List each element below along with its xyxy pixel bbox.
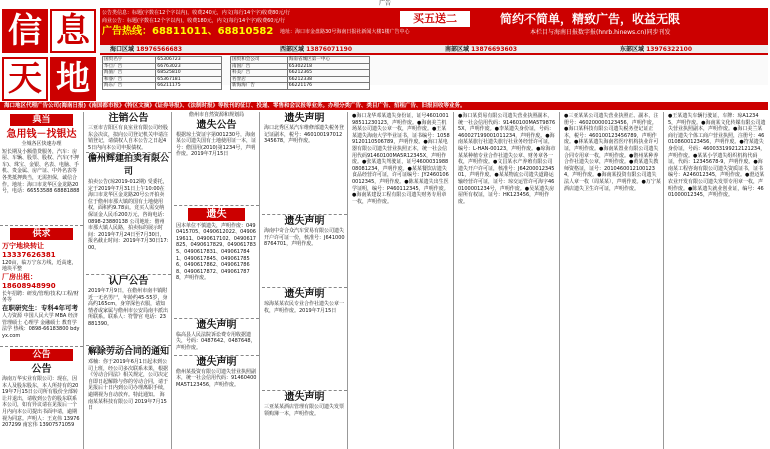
column-8: ●王某遗失车辆行驶证，车牌：琼A12345，声明作废。●海南某文化传媒有限公司遗失营业执照副本，声明作废。●海口美兰某商行遗失个体工商户营业执照，注册号：460108600123456，声明作废。●符某遗失身份证，号码：460033199212121234，声明作废。●某某小学遗失组织机构代码证，代码：12345678-9，声明作废。●海南某工程咨询有限公司遗失资质证书，证书编号：A246012345，声明作废。●澄迈某农业开发有限公司遗失发票专用章一枚，声明作废。●陈某遗失就业创业证，编号：4601000012345，声明作废。 <box>668 113 766 199</box>
ad3-title: 厂房出租：18608948990 <box>2 272 56 290</box>
hotline: 广告热线：68811011、68810582 <box>102 26 274 37</box>
ad1-sub: 全城各区快速办理 <box>21 141 62 147</box>
logo-char-4: 地 <box>50 57 96 101</box>
ad5-body: 海南万华实业有限公司：现在，因本人及股东股东，本人所持有的2019年7月15日公司所有股份全部转让并退出，请收到公告的股东联系本公司，如有异议请在见报后一个月内向本公司提出书面申请，逾期视为同意。声明人：王克伟 13976207299 南宏伟 13907571059 <box>2 375 80 429</box>
station-4: 东部区域 13976322100 <box>620 46 693 53</box>
col4-body-4: 三亚某某酒店管理有限公司遗失发票领购簿一本，声明作废。 <box>264 404 345 417</box>
left-column <box>0 112 84 449</box>
col4-title-2: 遗失声明 <box>284 216 325 227</box>
col2-body-1: 三亚市吉阳区有良室业有限公司经股东会决议，拟向公司登记机关申请注销登记，请债权人自本公告之日起45日内向本公司申报债权。 <box>86 125 171 153</box>
col4-title-3: 遗失声明 <box>284 289 325 300</box>
col4-body-2: 海南中奇合众汽车贸易有限公司遗失开户许可证一份，核准号：J6410008764701，声明作废。 <box>262 228 347 288</box>
column-4 <box>262 112 348 449</box>
slogan: 简约不简单，精致广告，收益无限 <box>500 12 681 26</box>
ad4-title: 在职研究生：专科4年可考 <box>2 303 79 312</box>
station-3: 南部区域 13876693603 <box>445 46 518 53</box>
col2-title-2: 儋州辉建拍卖有限公司 <box>87 154 169 177</box>
col4-title-4: 遗失声明 <box>284 392 325 403</box>
agency-table-mid <box>230 56 370 90</box>
col3-body-2: 因本单位不慎遗失，声明作废：0490415705、0490612022、0490619611、0490617102、0490617825、0490617829、0490617835、0490617831、0490617841、0490617845、0490617856、0490617862、0490617868、0490617872、0490617878，声明作废。 <box>174 223 259 319</box>
station-2: 西部区域 13876071190 <box>280 46 353 53</box>
ad2-body: 120亩，临万宁东方线，近高速，地块平整 <box>2 259 77 273</box>
col4-body-3: 琼海某某农民专业合作社遗失公章一枚，声明作废。2019年7月15日 <box>262 301 347 391</box>
col3-body-3: 临高县人民法院诉讼费专用收据遗失，号码：0487642、0487648，声明作废。 <box>174 332 259 356</box>
promo-badge: 买五送二 <box>400 11 470 27</box>
table-row: 科美广告 66212365 <box>231 70 370 77</box>
col3-body-1: 根据琼土资证字第001230号，海南某公司遗失国有土地使用证一本，证号：儋国用(2010)第1234号，声明作废。2019年7月15日 <box>174 132 259 206</box>
agency-table-left <box>102 56 222 90</box>
col3-title-2: 遗失 <box>188 208 245 221</box>
col3-head: 儋州市自然资源和规划局 <box>188 112 244 118</box>
ad5-title: 公告 <box>31 363 52 375</box>
top-label: 广告 <box>378 0 391 7</box>
slogan-sub: 本栏目与海南日报数字报(hnrb.hinews.cn)同步刊发 <box>530 29 671 36</box>
col2-title-1: 注销公告 <box>108 113 149 124</box>
col4-body-1: 海口北秀区某汽车维修部遗失税务登记证副本，税号：460100197012345678，声明作废。 <box>262 125 347 215</box>
table-row: 国贸名宇 65306723 <box>103 57 222 64</box>
column-3 <box>174 112 260 449</box>
station-1: 海口区域 18976566683 <box>110 46 183 53</box>
table-row: 和睿广告 65367181 <box>103 76 222 83</box>
col3-title-1: 遗失公告 <box>196 119 237 131</box>
table-row: 新海海广告 66221176 <box>231 83 370 90</box>
table-row: 南国广告 65302218 <box>231 63 370 70</box>
table-row: 名誉店 66212338 <box>231 76 370 83</box>
section-dianwu: 典当 <box>10 114 73 126</box>
col2-title-4: 解除劳动合同的通知 <box>87 347 169 357</box>
col2-body-4: 邓楠：你于2019年6月1日起未到公司上班，经公司多次联系未果，根据《劳动合同法》相关规定，公司决定自即日起解除与你的劳动合同，请于见报后十日内到公司办理离职手续，逾期视为自动放弃。特此通知。 海南某某科技有限公司 2019年7月15日 <box>88 359 169 412</box>
col4-title-1: 遗失声明 <box>284 113 325 124</box>
logo-char-1: 信 <box>2 9 48 53</box>
stations-bar <box>100 45 768 54</box>
column-7: ●三亚某某公司遗失营业执照正、副本，注册号：460200000123456，声明作废。●海口某科技有限公司遗失税务登记证正本，税号：460100123456789，声明作废。●林某某遗失海南省医疗机构执业许可证，声明作废。●海南某置业有限公司遗失合同专用章一枚，声明作废。●儋州某种养合作社遗失公章，声明作废。●黄某遗失教师资格证，证号：20104600121001234，声明作废。●海南某投资有限公司遗失法人章一枚（周某某），声明作废。●万宁某酒店遗失卫生许可证，声明作废。 <box>562 112 664 449</box>
col3-title-3: 遗失声明 <box>196 319 237 331</box>
ad1-body: 短长期及小额借贷服务，汽车：房屋、车辆、股票、股权、汽车(不押车)、珠宝、金银、名表、电脑、手机、贵金属、房产证、中外名表等各类抵押典当，无需担保，诚信合作。地址：海口市龙华区金龙路20号，电话：66553588 68881888 <box>0 148 83 226</box>
col2-body-2: 拍卖公告(琼2019-012期) 受委托，定于2019年7月31日上午10:00在海口市龙华区金龙路20号公开拍卖位于儋州市那大镇的国有土地使用权，面积约9.78亩。竞买人需交纳保证金人民币200万元，咨询电话：0898-23880138 公司地址：儋州市那大镇人民路，拍卖标的展示时间：2019年7月24日至7月30日，报名截止时间：2019年7月30日17:00。 <box>86 179 171 275</box>
table-row: 海旅广告 68525810 <box>103 70 222 77</box>
ad3-body: 长年招聘：研发/管理/技术/工程/财务等 <box>2 290 79 304</box>
section-gonggao: 公告 <box>10 349 73 361</box>
notice-1: 公告类信息：标题(字数在12个字以内)，收费240元，内文(每行14个字)收费80元/行 <box>102 10 291 16</box>
logo-char-3: 天 <box>2 57 48 101</box>
table-row: 华旦广告 66763023 <box>103 63 222 70</box>
col2-title-3: 认尸公告 <box>108 276 149 287</box>
hotline-note: 地址：海口市金盘路30号海南日报社新闻大楼1楼广告中心 <box>280 29 410 35</box>
agency-area <box>100 55 768 89</box>
col3-title-4: 遗失声明 <box>196 356 237 368</box>
section-gongqiu: 供求 <box>10 228 73 240</box>
ad4-body: 人力资源 中国人民大学 MBA 经济管理硕士 心理学 金融硕士 教育学 法学 热线：0898-66183800 bdyyx.com <box>0 313 83 347</box>
col2-body-3: 2019年7月9日，在儋州市南丰镇附近一无名男尸，年龄约45-55岁，身高约165cm，身穿深色衣服，请知情者或家属与儋州市公安局南丰派出所联系。联系人：符警官 电话：23881390。 <box>86 288 171 346</box>
table-row: 海东广告 66211175 <box>103 83 222 90</box>
column-6: ●海口某贸易有限公司遗失营业执照副本，统一社会信用代码：91460100MA5T98765X，声明作废。●李某遗失身份证，号码：460027199001011234，声明作废。●海南某某旅行社遗失旅行社业务经营许可证，编号：L-HAN-00123，声明作废。●琼海市某某种植专业合作社遗失公章、财务章各一枚，声明作废。●文昌某水产养殖有限公司遗失开户许可证，核准号：J6420001234501，声明作废。●某某物流公司遗失道路运输经营许可证，证号：琼交运管许可海字460100001234号，声明作废。●吴某遗失房屋所有权证，证号：HK123456，声明作废。 <box>456 112 560 449</box>
column-2 <box>86 112 172 449</box>
table-row: 国贸和会公司 海南省城区第一中心 <box>231 57 370 64</box>
agencies-note: 海口地区代理广告公司(海南日报)《南国都市报》《特区文摘》《证券导报》、《法制时报》等报刊的征订、投递、零售和会议报等业务。办理分类广告、类目广告、招租广告、旧报回收等业务。 <box>0 102 768 110</box>
notice-2: 商业公告：标题(字数在12个字以内)，收费180元，内文(每行14个字)收费60元/行 <box>102 18 286 24</box>
ad2-title: 万宁地块转让13337626381 <box>2 241 56 259</box>
ad1-title: 急用钱－找银达 <box>6 129 77 140</box>
col3-body-4: 儋州某投资有限公司遗失营业执照副本，统一社会信用代码：91460400MA5T123456，声明作废。 <box>176 368 257 388</box>
column-5: ●海口龙华邓某遗失身份证，证号460100198511230123，声明作废。●海南美兰机场某公司遗失公章一枚，声明作废。●王某某遗失海南大学毕业证书，证书编号：10589120110506789，声明作废。●海口某电器有限公司遗失营业执照正本，统一社会信用代码91460100MA5R12345X，声明作废。●张某遗失驾驶证，证号460003198808081234，声明作废。●某某餐饮店遗失食品经营许可证，许可证编号：JY24601060012345，声明作废。●陈某某遗失出生医学证明，编号：P460112345，声明作废。●海南某建设工程有限公司遗失财务专用章一枚，声明作废。 <box>350 112 454 449</box>
logo-char-2: 息 <box>50 9 96 53</box>
